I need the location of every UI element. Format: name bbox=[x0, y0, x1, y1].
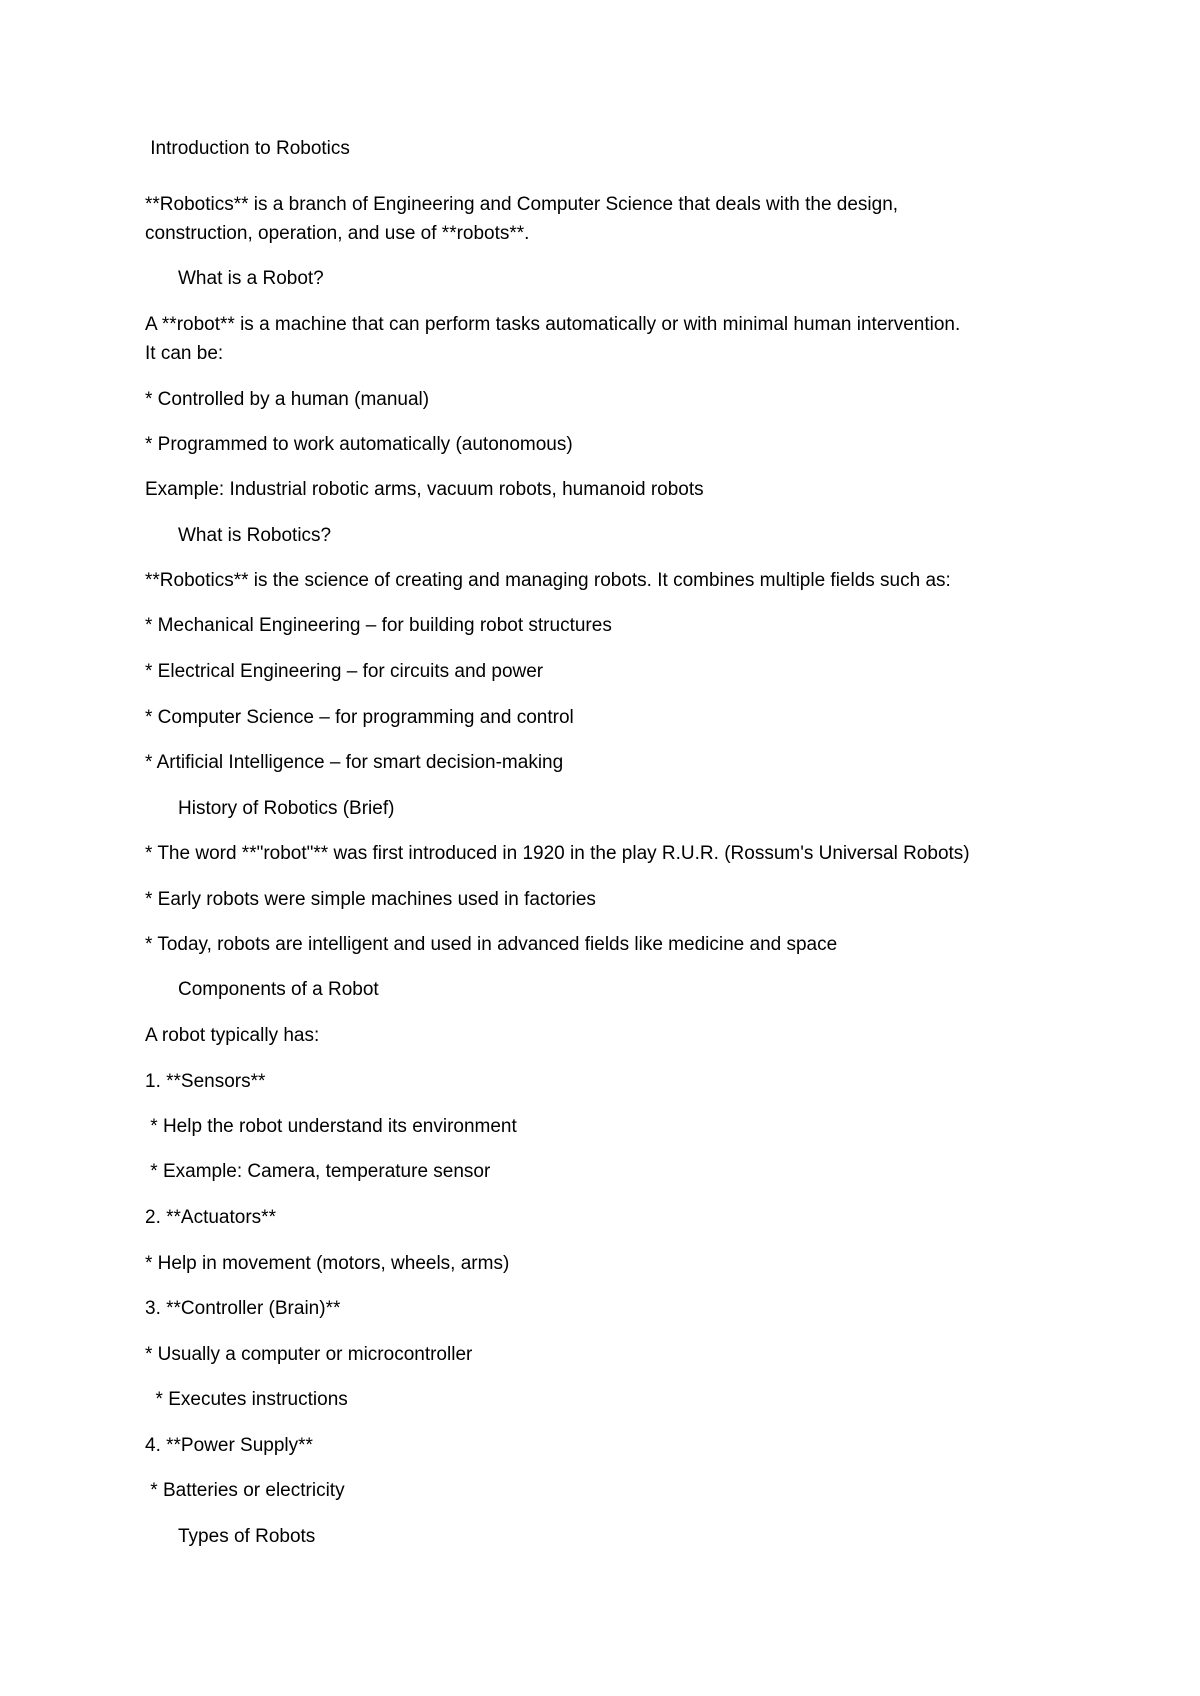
bullet-item: * Electrical Engineering – for circuits and power bbox=[145, 661, 544, 682]
section-heading: Types of Robots bbox=[178, 1526, 316, 1547]
paragraph-line: **Robotics** is the science of creating and managing robots. It combines multiple fields such as: bbox=[145, 570, 951, 591]
title-line: Introduction to Robotics bbox=[145, 138, 350, 159]
bullet-item: * Usually a computer or microcontroller bbox=[145, 1344, 473, 1365]
bullet-item: * Batteries or electricity bbox=[145, 1480, 345, 1501]
section-heading: What is Robotics? bbox=[178, 525, 332, 546]
paragraph-line: Example: Industrial robotic arms, vacuum robots, humanoid robots bbox=[145, 479, 704, 500]
numbered-item: 3. **Controller (Brain)** bbox=[145, 1298, 341, 1319]
section-heading: History of Robotics (Brief) bbox=[178, 798, 395, 819]
numbered-item: 2. **Actuators** bbox=[145, 1207, 276, 1228]
bullet-item: * Example: Camera, temperature sensor bbox=[145, 1161, 491, 1182]
bullet-item: * Computer Science – for programming and control bbox=[145, 707, 574, 728]
paragraph-line: It can be: bbox=[145, 343, 224, 364]
section-heading: What is a Robot? bbox=[178, 268, 324, 289]
section-heading: Components of a Robot bbox=[178, 979, 379, 1000]
paragraph-line: **Robotics** is a branch of Engineering and Computer Science that deals with the design, bbox=[145, 194, 899, 215]
bullet-item: * Today, robots are intelligent and used in advanced fields like medicine and space bbox=[145, 934, 838, 955]
bullet-item: * Help in movement (motors, wheels, arms) bbox=[145, 1253, 510, 1274]
paragraph-line: A robot typically has: bbox=[145, 1025, 320, 1046]
bullet-item: * Artificial Intelligence – for smart decision-making bbox=[145, 752, 564, 773]
bullet-item: * Mechanical Engineering – for building robot structures bbox=[145, 615, 612, 636]
numbered-item: 4. **Power Supply** bbox=[145, 1435, 313, 1456]
paragraph-line: construction, operation, and use of **robots**. bbox=[145, 223, 530, 244]
bullet-item: * Controlled by a human (manual) bbox=[145, 389, 430, 410]
bullet-item: * Programmed to work automatically (autonomous) bbox=[145, 434, 573, 455]
bullet-item: * Executes instructions bbox=[145, 1389, 348, 1410]
bullet-item: * Early robots were simple machines used in factories bbox=[145, 889, 596, 910]
numbered-item: 1. **Sensors** bbox=[145, 1071, 266, 1092]
bullet-item: * The word **"robot"** was first introduced in 1920 in the play R.U.R. (Rossum's Universal Robots) bbox=[145, 843, 970, 864]
bullet-item: * Help the robot understand its environment bbox=[145, 1116, 517, 1137]
paragraph-line: A **robot** is a machine that can perform tasks automatically or with minimal human intervention. bbox=[145, 314, 961, 335]
